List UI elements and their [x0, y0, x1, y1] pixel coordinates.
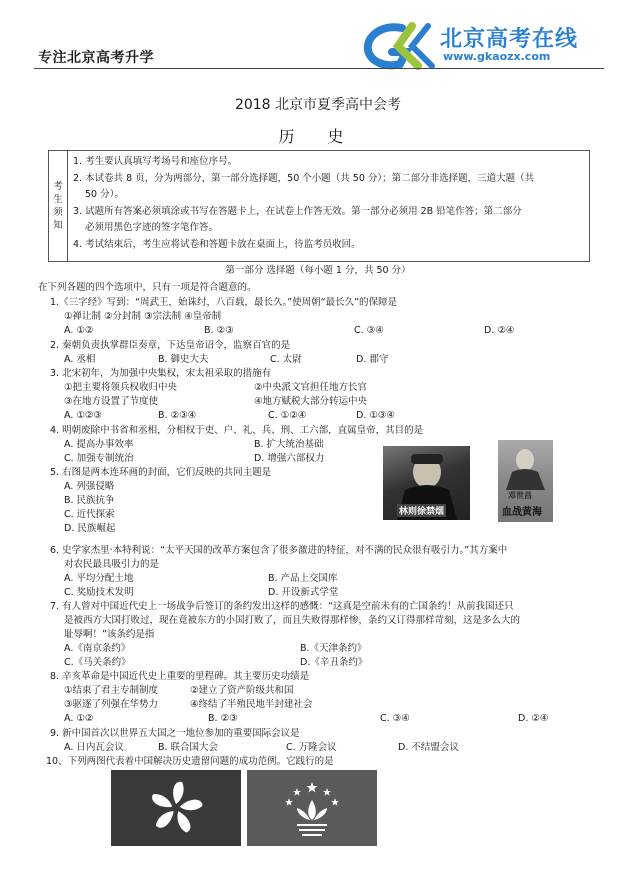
q8-option-a[interactable]: A. ①② [64, 713, 94, 724]
q3-item-4: ④地方赋税大部分转运中央 [254, 396, 368, 407]
lotus-flag-icon [247, 770, 377, 846]
logo-text: 北京高考在线 [440, 27, 579, 52]
q3-item-1: ①把主要将领兵权收归中央 [64, 382, 178, 393]
q7-option-d[interactable]: D.《辛丑条约》 [300, 657, 368, 668]
comic-cover-image [498, 440, 553, 522]
part1-intro: 在下列各题的四个选项中，只有一项是符合题意的。 [38, 282, 257, 293]
q3-item-3: ③在地方设置了节度使 [64, 396, 159, 407]
notice-item: 必须用黑色字迹的签字笔作答。 [85, 222, 219, 233]
site-slogan: 专注北京高考升学 [38, 50, 154, 66]
q5-option-c[interactable]: C. 近代探索 [64, 509, 115, 520]
q6-stem: 6. 史学家杰里·本特利说：“太平天国的改革方案包含了很多激进的特征，对不满的民众很有吸引力。”其方案中 [50, 545, 508, 556]
subject-title: 历 史 [278, 127, 358, 146]
q1-option-c[interactable]: C. ③④ [354, 325, 384, 336]
q7-stem: 7. 有人曾对中国近代史上一场战争后签订的条约发出这样的感慨：“这真是空前未有的亡国条约！从前我国还只 [50, 601, 514, 612]
q2-option-c[interactable]: C. 太尉 [270, 354, 302, 365]
q8-option-d[interactable]: D. ②④ [518, 713, 549, 724]
exam-title: 2018 北京市夏季高中会考 [234, 97, 402, 113]
q8-option-c[interactable]: C. ③④ [380, 713, 410, 724]
q1-items: ①禅让制 ②分封制 ③宗法制 ④皇帝制 [64, 311, 222, 322]
comic-caption: 邓世昌 [508, 491, 532, 500]
q2-stem: 2. 秦朝负责执掌群臣奏章，下达皇帝诏令，监察百官的是 [50, 340, 291, 351]
logo-url[interactable]: www.gkaozx.com [443, 50, 551, 63]
header-divider [34, 68, 604, 69]
q5-option-a[interactable]: A. 列强侵略 [64, 481, 115, 492]
q5-option-d[interactable]: D. 民族崛起 [64, 523, 116, 534]
q5-stem: 5. 右图是两本连环画的封面，它们反映的共同主题是 [50, 467, 272, 478]
q2-option-b[interactable]: B. 御史大夫 [158, 354, 209, 365]
q7-option-c[interactable]: C.《马关条约》 [64, 657, 131, 668]
notice-item: 1. 考生要认真填写考场号和座位序号。 [73, 156, 238, 167]
notice-item: 4. 考试结束后，考生应将试卷和答题卡放在桌面上，待监考员收回。 [73, 238, 361, 250]
q2-option-d[interactable]: D. 郡守 [356, 354, 389, 365]
q1-option-d[interactable]: D. ②④ [484, 325, 515, 336]
q7-option-a[interactable]: A.《南京条约》 [64, 643, 131, 654]
q9-option-d[interactable]: D. 不结盟会议 [398, 742, 459, 753]
notice-label-char: 知 [53, 220, 63, 231]
q6-option-c[interactable]: C. 奖励技术发明 [64, 587, 134, 598]
q1-option-b[interactable]: B. ②③ [204, 325, 234, 336]
q3-stem: 3. 北宋初年，为加强中央集权，宋太祖采取的措施有 [50, 368, 272, 379]
q8-item-4: ④终结了半殖民地半封建社会 [190, 699, 313, 710]
notice-item: 2. 本试卷共 8 页，分为两部分，第一部分选择题，50 个小题（共 50 分）；第二部分非选择题，三道大题（共 [73, 172, 535, 184]
q8-item-3: ③驱逐了列强在华势力 [64, 699, 159, 710]
q3-option-d[interactable]: D. ①③④ [356, 410, 395, 421]
notice-item: 3. 试题所有答案必须填涂或书写在答题卡上，在试卷上作答无效。第一部分必须用 2B 铅笔作答；第二部分 [73, 205, 522, 217]
q7-stem: 是被西方大国打败过，现在竟被东方的小国打败了，而且失败得那样惨，条约又订得那样苛刻，这是多么大的 [64, 615, 521, 626]
q1-option-a[interactable]: A. ①② [64, 325, 94, 336]
q7-stem: 耻辱啊！”该条约是指 [64, 629, 155, 640]
q4-stem: 4. 明朝废除中书省和丞相，分相权于吏、户、礼、兵、刑、工六部，直属皇帝，其目的是 [50, 425, 424, 436]
comic-caption: 林则徐禁烟 [397, 504, 446, 517]
q9-option-a[interactable]: A. 日内瓦会议 [64, 742, 124, 753]
q5-option-b[interactable]: B. 民族抗争 [64, 495, 115, 506]
q4-option-a[interactable]: A. 提高办事效率 [64, 439, 134, 450]
q9-stem: 9. 新中国首次以世界五大国之一地位参加的重要国际会议是 [50, 728, 300, 739]
notice-body [73, 154, 585, 253]
q3-option-c[interactable]: C. ①②④ [268, 410, 307, 421]
q8-option-b[interactable]: B. ②③ [208, 713, 238, 724]
gk-logo-icon [362, 22, 436, 70]
notice-item: 50 分）。 [85, 189, 124, 200]
q9-option-c[interactable]: C. 万隆会议 [286, 742, 337, 753]
q8-item-2: ②建立了资产阶级共和国 [190, 685, 294, 696]
q9-option-b[interactable]: B. 联合国大会 [158, 742, 219, 753]
q3-item-2: ②中央派文官担任地方长官 [254, 382, 368, 393]
q8-item-1: ①结束了君主专制制度 [64, 685, 159, 696]
notice-label [49, 151, 68, 261]
q6-option-d[interactable]: D. 开设新式学堂 [268, 587, 339, 598]
q7-option-b[interactable]: B.《天津条约》 [300, 643, 367, 654]
q6-stem: 对农民最具吸引力的是 [64, 559, 160, 570]
q3-option-a[interactable]: A. ①②③ [64, 410, 102, 421]
q4-option-b[interactable]: B. 扩大统治基础 [254, 439, 324, 450]
q4-option-c[interactable]: C. 加强专制统治 [64, 453, 134, 464]
notice-label-char: 考 [53, 181, 63, 192]
q4-option-d[interactable]: D. 增强六部权力 [254, 453, 325, 464]
notice-label-char: 须 [53, 207, 63, 218]
comic-cover-image [383, 446, 470, 520]
bauhinia-flag-icon [111, 770, 241, 846]
q6-option-b[interactable]: B. 产品上交国库 [268, 573, 338, 584]
comic-caption: 血战黄海 [502, 507, 542, 518]
q3-option-b[interactable]: B. ②③④ [158, 410, 197, 421]
q10-stem: 10、下列两图代表着中国解决历史遗留问题的成功范例。它践行的是 [46, 756, 334, 767]
q1-stem: 1.《三字经》写到：“周武王，始诛纣，八百载，最长久。”使周朝“最长久”的保障是 [50, 297, 398, 308]
notice-label-char: 生 [53, 194, 63, 205]
q2-option-a[interactable]: A. 丞相 [64, 354, 96, 365]
q6-option-a[interactable]: A. 平均分配土地 [64, 573, 134, 584]
q8-stem: 8. 辛亥革命是中国近代史上重要的里程碑。其主要历史功绩是 [50, 671, 310, 682]
part1-heading: 第一部分 选择题（每小题 1 分，共 50 分） [225, 265, 411, 276]
notice-box [48, 150, 590, 262]
